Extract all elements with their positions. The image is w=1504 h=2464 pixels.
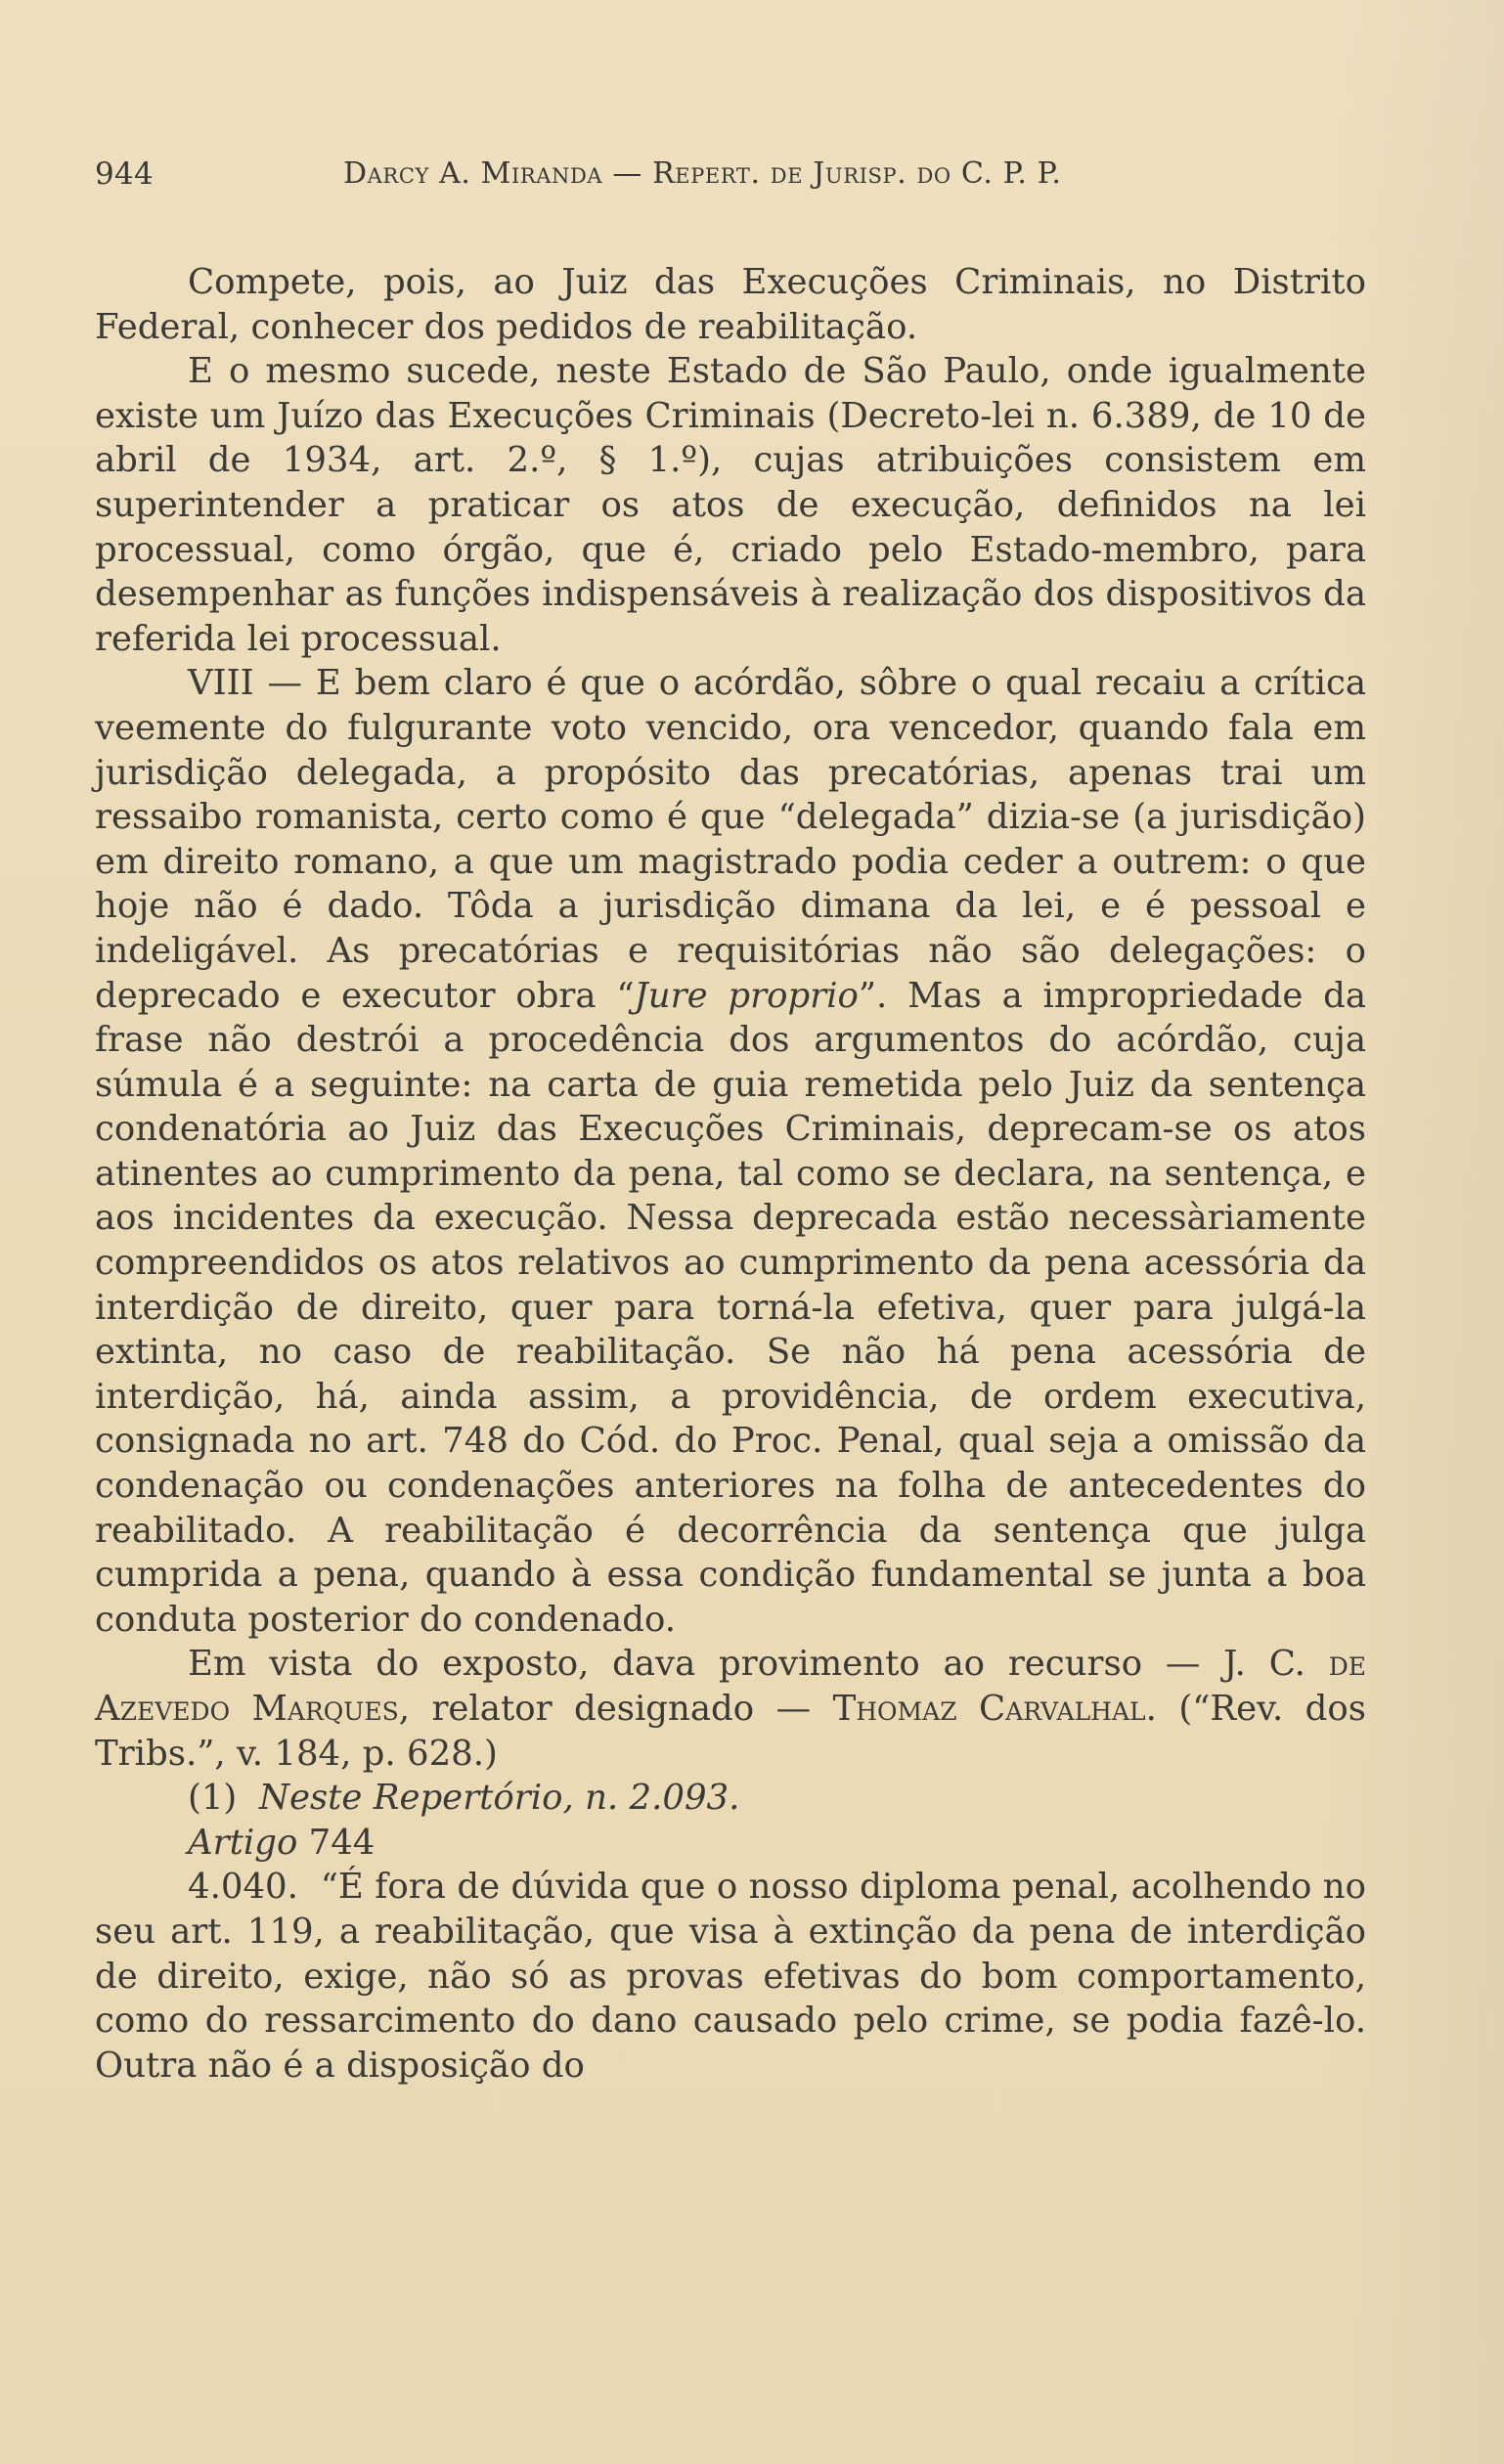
article-heading [95,1821,1366,1866]
entry-4040 [95,1865,1366,2088]
footnote-text: Neste Repertório, n. 2.093. [258,1778,740,1819]
judge-name: Thomaz Carvalhal [832,1689,1146,1729]
entry-text: “É fora de dúvida que o nosso diploma penal, acolhendo no seu art. 119, a reabilitação, que visa à extinção da pena de interdição de direito, exige, não só as provas efetivas do bom comportamento, como do ressarcimento do dano causado pelo crime, se podia fazê-lo. Outra não é a disposição do [95,1867,1366,2086]
running-head [95,156,1366,205]
page-number: 944 [95,156,155,192]
body-text [95,260,1366,2088]
section-viii-text-end: ”. Mas a impropriedade da frase não destrói a procedência dos argumentos do acórdão, cuja súmula é a seguinte: na carta de guia remetida pelo Juiz da sentença condenatória ao Juiz das Execuções Criminais, deprecam-se os atos atinentes ao cumprimento da pena, tal como se declara, na sentença, e aos incidentes da execução. Nessa deprecada estão necessàriamente compreendidos os atos relativos ao cumprimento da pena acessória da interdição de direito, quer para torná-la efetiva, quer para julgá-la extinta, no caso de reabilitação. Se não há pena acessória de interdição, há, ainda assim, a providência, de ordem executiva, consignada no art. 748 do Cód. do Proc. Penal, qual seja a omissão da condenação ou condenações anteriores na folha de antecedentes do reabilitado. A reabilitação é decorrência da sentença que julga cumprida a pena, quando à essa condição fundamental se junta a boa conduta posterior do condenado. [95,975,1366,1640]
article-number: 744 [308,1822,376,1863]
latin-phrase-jure-proprio: Jure proprio [634,975,859,1016]
section-viii-text-start: VIII — E bem claro é que o acórdão, sôbre o qual recaiu a crítica veemente do fulgurante voto vencido, ora vencedor, quando fala em jurisdição delegada, a propósito das precatórias, apenas trai um ressaibo romanista, certo como é que “delegada” dizia-se (a jurisdição) em direito romano, a que um magistrado podia ceder a outrem: o que hoje não é dado. Tôda a jurisdição dimana da lei, e é pessoal e indeligável. As precatórias e requisitórias não são delegações: o deprecado e executor obra “ [95,663,1366,1016]
article-label: Artigo [188,1822,298,1863]
paragraph-section-viii [95,661,1366,1642]
paragraph-sao-paulo: E o mesmo sucede, neste Estado de São Paulo, onde igualmente existe um Juízo das Execuções Criminais (Decreto-lei n. 6.389, de 10 de abril de 1934, art. 2.º, § 1.º), cujas atribuições consistem em superintender a praticar os atos de execução, definidos na lei processual, como órgão, que é, criado pelo Estado-membro, para desempenhar as funções indispensáveis à realização dos dispositivos da referida lei processual. [95,351,1366,659]
relator-name: de Azevedo Marques [95,1644,1366,1729]
relator-role: , relator designado — [398,1689,833,1729]
paragraph-conclusion [95,1642,1366,1776]
citation: . (“Rev. dos Tribs.”, v. 184, p. 628.) [95,1689,1366,1774]
running-head-title: Darcy A. Miranda — Repert. de Jurisp. do C. P. P. [343,156,1062,191]
footnote [95,1776,1366,1821]
entry-number: 4.040. [188,1867,298,1908]
paragraph-compete: Compete, pois, ao Juiz das Execuções Criminais, no Distrito Federal, conhecer dos pedidos de reabilitação. [95,262,1366,347]
conclusion-text: Em vista do exposto, dava provimento ao recurso — J. C. [188,1644,1329,1685]
footnote-marker: (1) [188,1778,238,1819]
